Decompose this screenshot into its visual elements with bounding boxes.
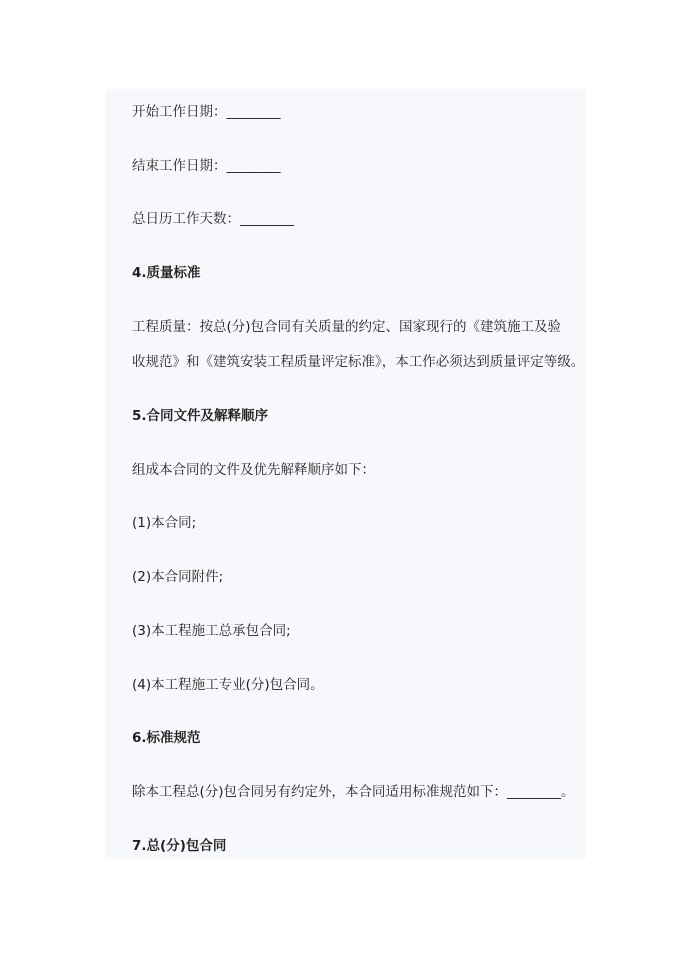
section-5-item: (1)本合同; [132, 515, 197, 531]
section-7-heading: 7.总(分)包合同 [132, 838, 227, 854]
section-5-item: (2)本合同附件; [132, 569, 224, 585]
end-date-line: 结束工作日期：________ [132, 158, 281, 174]
start-date-line: 开始工作日期：________ [132, 104, 281, 120]
section-4-paragraph-line-2: 收规范》和《建筑安装工程质量评定标准》，本工作必须达到质量评定等级。 [132, 354, 585, 370]
section-5-item: (3)本工程施工总承包合同; [132, 623, 291, 639]
section-4-heading: 4.质量标准 [132, 265, 201, 281]
section-6-paragraph: 除本工程总(分)包合同另有约定外，本合同适用标准规范如下：________。 [132, 784, 575, 800]
section-4-paragraph-line-1: 工程质量：按总(分)包合同有关质量的约定、国家现行的《建筑施工及验 [132, 319, 562, 335]
total-days-line: 总日历工作天数：________ [132, 211, 294, 227]
section-5-item: (4)本工程施工专业(分)包合同。 [132, 677, 324, 693]
section-5-intro: 组成本合同的文件及优先解释顺序如下： [132, 462, 375, 478]
section-6-heading: 6.标准规范 [132, 730, 201, 746]
section-5-heading: 5.合同文件及解释顺序 [132, 408, 269, 424]
